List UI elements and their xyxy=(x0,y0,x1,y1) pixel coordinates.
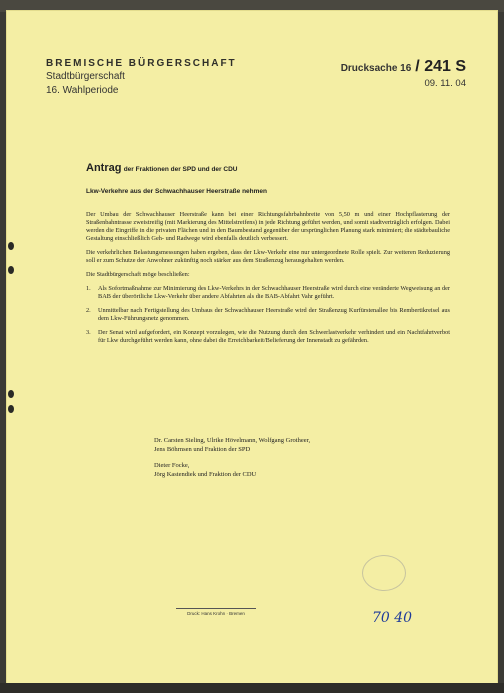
drucksache-number: / 241 S xyxy=(415,58,466,75)
list-item xyxy=(86,329,450,345)
organization-name: BREMISCHE BÜRGERSCHAFT xyxy=(46,58,237,69)
list-number: 2. xyxy=(86,307,91,314)
chamber-name: Stadtbürgerschaft xyxy=(46,71,125,82)
signature-spd-fraction: Jens Böhrnsen und Fraktion der SPD xyxy=(154,445,251,453)
signatures-block xyxy=(154,437,454,479)
signature-cdu-fraction: Jörg Kastendiek und Fraktion der CDU xyxy=(154,470,257,478)
punch-hole-3 xyxy=(8,390,14,398)
document-body xyxy=(86,211,450,353)
punch-hole-2 xyxy=(8,266,14,274)
paragraph-3: Die Stadtbürgerschaft möge beschließen: xyxy=(86,271,190,278)
legislative-period: 16. Wahlperiode xyxy=(46,85,119,96)
scan-edge-bottom xyxy=(0,683,504,693)
document-subject: Lkw-Verkehre aus der Schwachhauser Heerstraße nehmen xyxy=(86,188,267,195)
signature-cdu-names: Dieter Focke, xyxy=(154,462,190,469)
printer-divider xyxy=(176,608,256,609)
list-number: 3. xyxy=(86,329,91,336)
list-number: 1. xyxy=(86,285,91,292)
list-text: Als Sofortmaßnahme zur Minimierung des Lkw-Verkehrs in der Schwachhauser Heerstraße wird durch eine veränderte Wegweisung an der BAB der überörtliche Lkw-Verkehr über andere Abfahrten als die BAB-Abfahrt Vahr geführt. xyxy=(98,285,450,300)
list-item xyxy=(86,285,450,301)
punch-hole-4 xyxy=(8,405,14,413)
punch-hole-1 xyxy=(8,242,14,250)
handwritten-number: 70 40 xyxy=(372,610,413,626)
drucksache-label: Drucksache 16 xyxy=(340,63,412,74)
list-item xyxy=(86,307,450,323)
paragraph-2: Die verkehrlichen Belastungsmessungen haben ergeben, dass der Lkw-Verkehr eine nur untergeordnete Rolle spielt. Zur weiteren Reduzierung soll er zum Schutze der Anwohner zukünftig noch stärker aus dem Straßenzug herausgehalten werden. xyxy=(86,249,450,264)
document-title xyxy=(86,162,456,174)
document-date: 09. 11. 04 xyxy=(424,78,466,89)
list-text: Der Senat wird aufgefordert, ein Konzept vorzulegen, wie die Nutzung durch den Schwerlastverkehr verhindert und ein Nachtfahrtverbot für Lkw durchgeführt werden kann, ohne dabei die Erreichbarkeit/Belieferung der Innenstadt zu gefährden. xyxy=(98,329,450,344)
printer-imprint: Druck: Hans Krohn · Bremen xyxy=(187,611,245,616)
document-header xyxy=(46,58,466,97)
signature-spd-names: Dr. Carsten Sieling, Ulrike Hövelmann, Wolfgang Grotheer, xyxy=(154,437,311,444)
list-text: Unmittelbar nach Fertigstellung des Umbaus der Schwachhauser Heerstraße wird der Straßenzug Kurfürstenallee bis Rembertikreisel aus dem Lkw-Führungsnetz genommen. xyxy=(98,307,450,322)
faded-stamp xyxy=(362,555,406,591)
title-parties: der Fraktionen der SPD und der CDU xyxy=(123,166,238,173)
drucksache-block xyxy=(341,58,466,89)
document-page xyxy=(6,10,498,685)
title-antrag: Antrag xyxy=(86,162,122,174)
paragraph-1: Der Umbau der Schwachhauser Heerstraße kann bei einer Richtungsfahrbahnbreite von 5,50 m und einer Hochpflasterung der Straßenbahntrasse zweistreifig (mit Markierung des Mittelstreifens) in jede Richtung geführt werden, und somit stadtverträglich erfolgen. Dabei werden die Eingriffe in die privaten Flächen und in den Baumbestand gegenüber der ursprünglichen Planung stark minimiert; die städtebauliche Gestaltung einschließlich Geh- und Radwege wird ebenfalls deutlich verbessert. xyxy=(86,211,450,242)
resolution-list xyxy=(86,285,450,345)
